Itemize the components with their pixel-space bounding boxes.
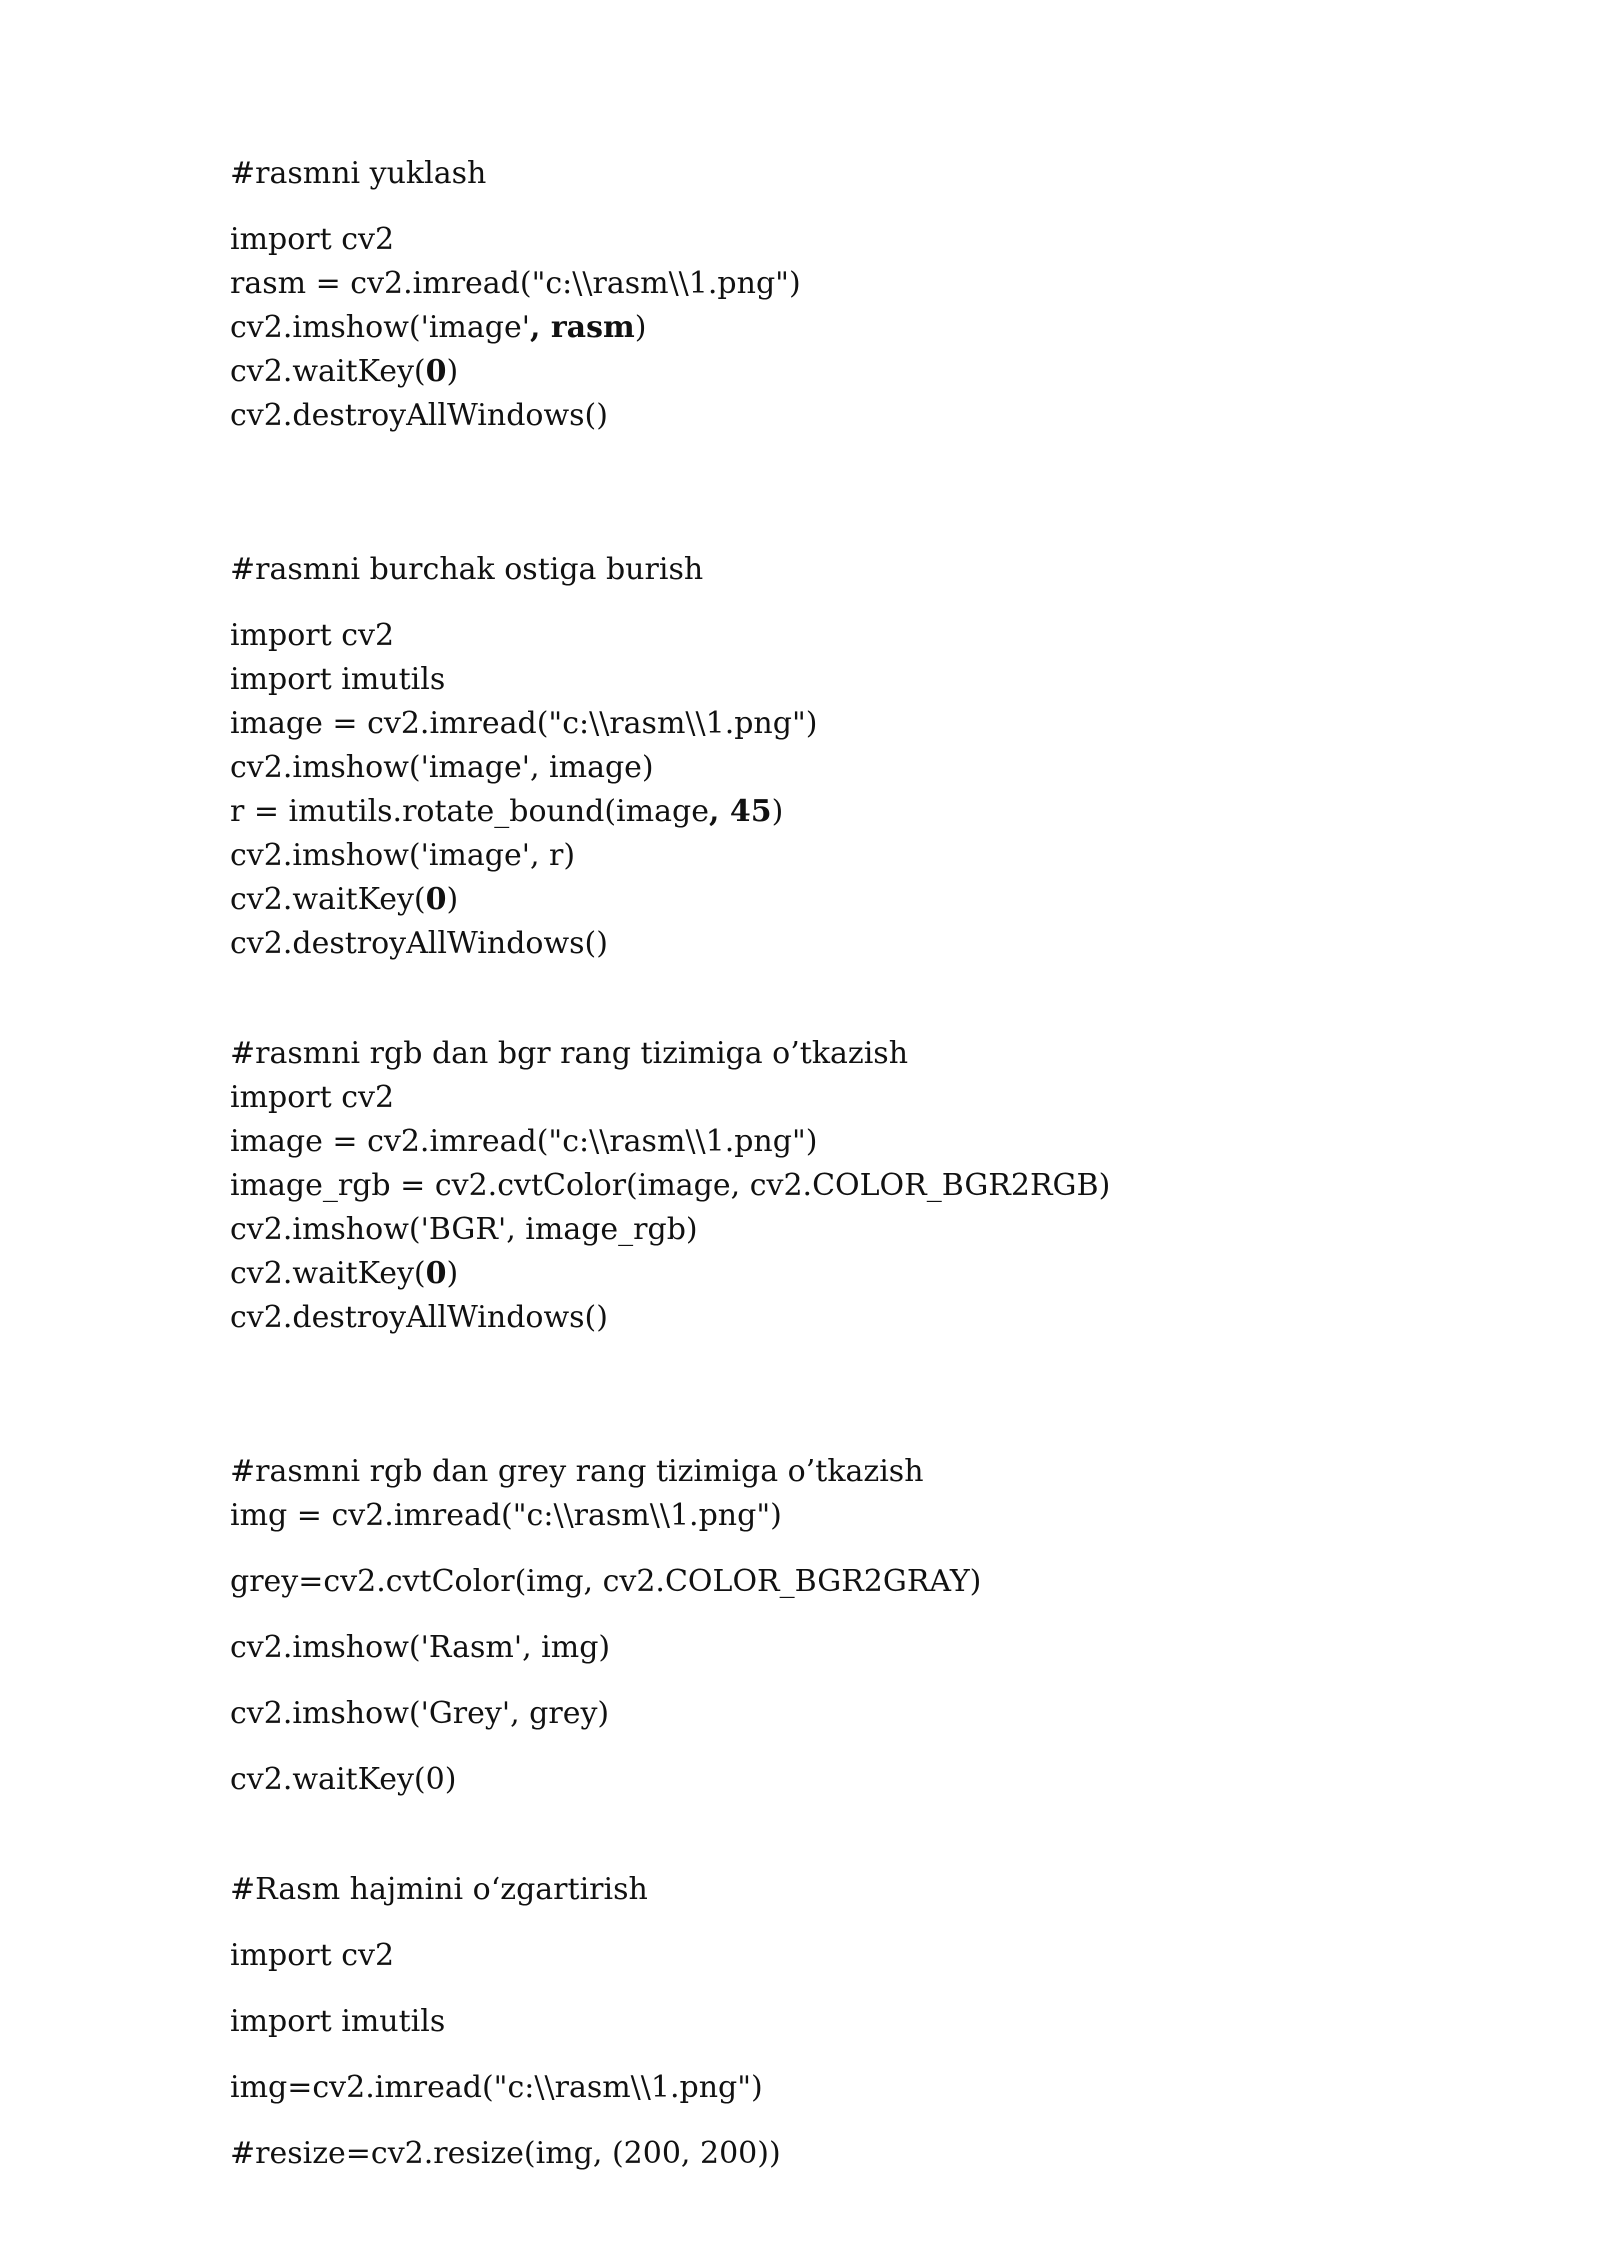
bold-fragment: , rasm [529,310,635,345]
section-heading: #rasmni yuklash [230,156,487,191]
code-line: cv2.imshow('image', rasm) [230,310,647,345]
code-line: import imutils [230,2004,446,2039]
code-line: import cv2 [230,1938,395,1973]
code-line: image = cv2.imread("c:\\rasm\\1.png") [230,1124,818,1159]
code-line: import imutils [230,662,446,697]
code-line: cv2.destroyAllWindows() [230,926,608,961]
code-line: #resize=cv2.resize(img, (200, 200)) [230,2136,781,2171]
document-body [230,152,1430,2176]
code-line: r = imutils.rotate_bound(image, 45) [230,794,784,829]
section-heading: #rasmni burchak ostiga burish [230,552,704,587]
code-line: image = cv2.imread("c:\\rasm\\1.png") [230,706,818,741]
code-line: img = cv2.imread("c:\\rasm\\1.png") [230,1498,782,1533]
code-line: cv2.waitKey(0) [230,1762,457,1797]
code-line: cv2.imshow('BGR', image_rgb) [230,1212,698,1247]
code-line: cv2.imshow('Grey', grey) [230,1696,610,1731]
bold-fragment: 0 [425,354,447,389]
code-line: cv2.destroyAllWindows() [230,398,608,433]
code-line: cv2.destroyAllWindows() [230,1300,608,1335]
code-line: import cv2 [230,1080,395,1115]
code-line: cv2.imshow('image', r) [230,838,576,873]
section-heading: #rasmni rgb dan grey rang tizimiga o’tkazish [230,1454,924,1489]
code-line: cv2.waitKey(0) [230,354,459,389]
bold-fragment: 0 [425,882,447,917]
code-line: grey=cv2.cvtColor(img, cv2.COLOR_BGR2GRAY) [230,1564,982,1599]
code-line: cv2.waitKey(0) [230,1256,459,1291]
code-line: cv2.waitKey(0) [230,882,459,917]
code-line: img=cv2.imread("c:\\rasm\\1.png") [230,2070,763,2105]
code-line: cv2.imshow('Rasm', img) [230,1630,611,1665]
section-heading: #Rasm hajmini o‘zgartirish [230,1872,648,1907]
code-line: image_rgb = cv2.cvtColor(image, cv2.COLOR_BGR2RGB) [230,1168,1111,1203]
code-line: import cv2 [230,618,395,653]
bold-fragment: , 45 [708,794,772,829]
section-heading: #rasmni rgb dan bgr rang tizimiga o’tkazish [230,1036,909,1071]
bold-fragment: 0 [425,1256,447,1291]
code-line: rasm = cv2.imread("c:\\rasm\\1.png") [230,266,801,301]
code-line: import cv2 [230,222,395,257]
code-line: cv2.imshow('image', image) [230,750,654,785]
